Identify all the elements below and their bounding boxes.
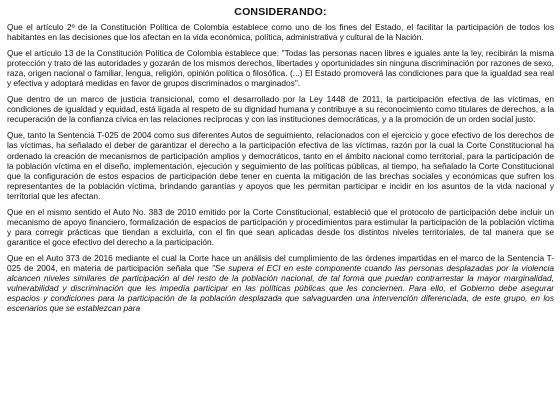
paragraph-article-2: Que el artículo 2º de la Constitución Política de Colombia establece como uno de los fines del Estado, el facilitar la participación de todos los habitantes en las decisiones que los afectan en la vida económica, política, administrativa y cultural de la Nación.: [7, 22, 554, 43]
paragraph-auto-373-quote: "Se supera el ECI en este componente cuando las personas desplazadas por la violencia alcancen niveles similares de participación al del resto de la población nacional, de tal forma que puedan contrarrestar la mayor marginalidad, vulnerabilidad y discriminación que les impedía participar en las políticas públicas que les conciernen. Para ello, el Gobierno debe asegurar espacios y condiciones para la participación de la población desplazada que salvaguarden una intervención diferenciada, de este grupo, en los escenarios que se establezcan para: [7, 262, 555, 314]
paragraph-article-13: Que el artículo 13 de la Constitución Política de Colombia establece que: "Todas las personas nacen libres e iguales ante la ley, recibirán la misma protección y trato de las autoridades y gozarán de los mismos derechos, libertades y oportunidades sin ninguna discriminación por razones de sexo, raza, origen nacional o familiar, lengua, religión, opinión política o filosófica. (...) El Estado promoverá las condiciones para que la igualdad sea real y efectiva y adoptará medidas en favor de grupos discriminados o marginados".: [7, 48, 554, 89]
paragraph-auto-373: [7, 253, 554, 313]
paragraph-transitional-justice: Que dentro de un marco de justicia transicional, como el desarrollado por la Ley 1448 de 2011, la participación efectiva de las víctimas, en condiciones de igualdad y equidad, está ligada al respeto de su dignidad humana y contribuye a su reconocimiento como titulares de derechos, a la recuperación de la confianza cívica en las relaciones recíprocas y con las instituciones democráticas, y a la promoción de un orden social justo.: [7, 94, 554, 125]
paragraph-auto-373-intro: Que en el Auto 373 de 2016 mediante el cual la Corte hace un análisis del cumplimiento de las órdenes impartidas en el marco de la Sentencia T-025 de 2004, en materia de participación señala que: [7, 252, 554, 273]
section-heading: CONSIDERANDO:: [234, 6, 327, 18]
paragraph-sentencia-t025: Que, tanto la Sentencia T-025 de 2004 como sus diferentes Autos de seguimiento, relacionados con el ejercicio y goce efectivo de los derechos de las víctimas, ha señalado el deber de garantizar el derecho a la participación efectiva de las víctimas, razón por la cual la Corte Constitucional ha ordenado la creación de mecanismos de participación amplios y democráticos, tanto en el ámbito nacional como territorial, para la participación de la población víctima en el diseño, implementación, ejecución y seguimiento de las políticas públicas, al tiempo, ha señalado la Corte Constitucional que la configuración de estos espacios de participación debe tener en cuenta la mitigación de las brechas sociales y económicas que sufren los representantes de la población víctima, brindando garantías y apoyos que les permitan participar e incidir en los asuntos de la vida nacional y territorial que les afectan.: [7, 130, 554, 201]
paragraph-auto-383: Que en el mismo sentido el Auto No. 383 de 2010 emitido por la Corte Constitucional, estableció que el protocolo de participación debe incluir un mecanismo de apoyo financiero, formalización de espacios de participación y procedimientos para estimular la participación de la población víctima y para corregir prácticas que tiendan a excluirla, con el fin que sean aplicadas desde los distintos niveles territoriales, de tal manera que se garantice el goce efectivo del derecho a la participación.: [7, 206, 554, 247]
